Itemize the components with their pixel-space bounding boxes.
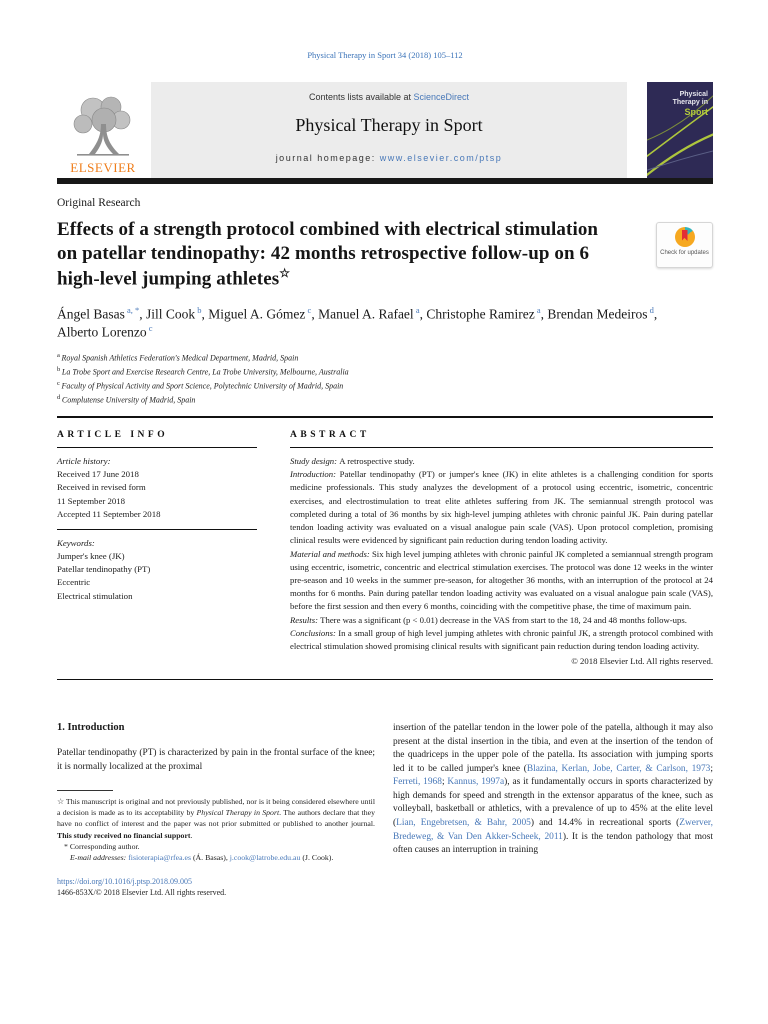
journal-cover-thumbnail[interactable] <box>647 82 713 178</box>
keyword-line: Eccentric <box>57 577 91 588</box>
cover-title-line1: Physical <box>679 91 708 98</box>
text-segment: . <box>190 830 193 840</box>
abstract-paragraph: Introduction: Patellar tendinopathy (PT) or jumper's knee (JK) in elite athletes is a challenging condition for sports medicine professionals. This study analyzes the development of a protocol using eccentric, isometric, concentric exercises, and electrostimulation to treat elite athletes suffering from JK. The semiannual strength protocol was completed during a total of 36 months by six high-level jumping athletes with chronic painful JK. Pain during patellar tendon loading activity was evaluated on a visual analogue pain scale (VAS). Upon protocol completion, promising clinical results were evidenced by significant pain reduction during tendon loading activity. <box>290 469 713 546</box>
sciencedirect-link[interactable]: ScienceDirect <box>413 92 470 102</box>
running-head-citation[interactable]: Physical Therapy in Sport 34 (2018) 105–112 <box>307 50 463 60</box>
affiliation-line: $^d$ Complutense University of Madrid, Spain <box>57 393 196 405</box>
text-segment: ). It is the tendon pathology that most often causes an interruption in training <box>393 831 713 856</box>
journal-title: Physical Therapy in Sport <box>295 115 483 135</box>
author-name: Jill Cook <box>146 306 196 322</box>
text-segment: (J. Cook). <box>300 852 334 862</box>
author-separator: , <box>540 306 548 322</box>
history-line: 11 September 2018 <box>57 495 126 506</box>
inline-link[interactable]: Zwerver, Bredeweg, & Van Den Akker-Scheek, 2011 <box>393 817 713 842</box>
abstract-paragraph-lead: Results: <box>290 614 321 625</box>
abstract-paragraph: Study design: A retrospective study. <box>290 455 415 466</box>
journal-homepage-line <box>151 153 627 163</box>
author-name: Christophe Ramirez <box>426 306 535 322</box>
abstract-paragraphs <box>290 455 713 653</box>
abstract-rule <box>290 447 713 448</box>
author-separator: , <box>311 306 319 322</box>
introduction-paragraph-right <box>393 722 713 857</box>
check-updates-label: Check for updates <box>660 250 709 256</box>
body-left-column <box>57 722 375 862</box>
author-name: Manuel A. Rafael <box>318 306 414 322</box>
abstract-paragraph-lead: Conclusions: <box>290 627 339 638</box>
elsevier-tree-icon <box>71 94 135 162</box>
journal-banner <box>57 82 713 178</box>
check-for-updates-badge[interactable] <box>656 222 713 268</box>
affiliation-line: $^a$ Royal Spanish Athletics Federation's Medical Department, Madrid, Spain <box>57 351 299 363</box>
keywords-lines <box>57 550 257 603</box>
abstract-paragraph-lead: Study design: <box>290 455 340 466</box>
body-right-column <box>393 722 713 862</box>
article-type-label: Original Research <box>57 197 141 209</box>
title-footnote-mark[interactable]: ☆ <box>279 266 291 281</box>
issn-copyright-line: 1466-853X/© 2018 Elsevier Ltd. All rights reserved. <box>57 887 227 897</box>
keywords-block <box>57 537 257 603</box>
elsevier-wordmark: ELSEVIER <box>70 160 136 175</box>
author-separator: , <box>201 306 209 322</box>
crossmark-icon <box>675 227 695 247</box>
cover-title-line2: Therapy in <box>672 99 708 107</box>
author-list <box>57 305 697 341</box>
author-name: Ángel Basas <box>57 306 125 322</box>
article-history-label: Article history: <box>57 455 111 466</box>
contents-prefix: Contents lists available at <box>308 92 414 102</box>
homepage-prefix: journal homepage: <box>275 153 380 163</box>
inline-link[interactable]: j.cook@latrobe.edu.au <box>229 852 301 862</box>
section-rule <box>57 416 713 418</box>
text-segment: ; <box>710 763 713 774</box>
text-segment: Physical Therapy in Sport <box>196 808 280 818</box>
affiliation-list <box>57 351 713 407</box>
abstract-paragraph: Conclusions: In a small group of high level jumping athletes with chronic painful JK, a strength protocol combined with electrical stimulation showed promising clinical results with significant pain reduction during tendon loading activity. <box>290 627 714 652</box>
doi-link[interactable]: https://doi.org/10.1016/j.ptsp.2018.09.005 <box>57 876 192 886</box>
affiliation-line: $^c$ Faculty of Physical Activity and Sport Science, Polytechnic University of Madrid, Spain <box>57 379 344 391</box>
text-segment: insertion of the patellar tendon in the lower pole of the patella, although it may also present at the distal insertion in the tibia, and even at the insertion of the tendon of the quadriceps in the upper pole of the patella. Its association with jumping sports led it to be called jumper's knee ( <box>393 723 713 774</box>
page-footer <box>57 877 713 897</box>
text-segment: E-mail addresses: <box>70 852 129 862</box>
author-name: Miguel A. Gómez <box>208 306 306 322</box>
text-segment: ; <box>441 777 448 788</box>
elsevier-logo[interactable] <box>57 82 149 178</box>
abstract-paragraph: Results: There was a significant (p < 0.01) decrease in the VAS from start to the 18, 24 and 48 months follow-ups. <box>290 614 687 625</box>
inline-link[interactable]: Ferreti, 1968 <box>393 777 442 788</box>
inline-link[interactable]: Blazina, Kerlan, Jobe, Carter, & Carlson, 1973 <box>526 763 711 774</box>
affiliation-line: $^b$ La Trobe Sport and Exercise Research Centre, La Trobe University, Melbourne, Australia <box>57 365 349 377</box>
abstract-heading: ABSTRACT <box>290 429 370 440</box>
author-affiliation-sup[interactable]: d <box>647 304 654 315</box>
abstract-paragraph-lead: Material and methods: <box>290 548 372 559</box>
text-segment: . The authors declare that they have no conflict of interest and the paper was not prior submitted or published to another journal. <box>57 808 375 829</box>
cover-title-line3: Sport <box>684 107 708 118</box>
author-affiliation-sup[interactable]: c <box>146 322 153 333</box>
author-affiliation-sup[interactable]: a, * <box>124 304 140 315</box>
article-history-block <box>57 455 257 521</box>
corresponding-author-note: * Corresponding author. <box>64 841 140 851</box>
cover-title <box>673 91 708 117</box>
author-separator: , <box>139 306 147 322</box>
abstract-paragraph-lead: Introduction: <box>290 469 340 480</box>
author-affiliation-sup[interactable]: c <box>305 304 312 315</box>
abstract-column <box>290 430 713 666</box>
bookmark-icon <box>682 230 688 241</box>
article-info-heading: ARTICLE INFO <box>57 429 169 440</box>
footnote-separator <box>57 790 113 791</box>
journal-header-box <box>151 82 627 178</box>
keyword-line: Patellar tendinopathy (PT) <box>57 564 151 575</box>
author-name: Alberto Lorenzo <box>57 324 147 340</box>
author-separator: , <box>419 306 427 322</box>
history-line: Received in revised form <box>57 482 146 493</box>
abstract-copyright: © 2018 Elsevier Ltd. All rights reserved. <box>571 656 713 667</box>
article-info-column <box>57 430 257 666</box>
keywords-label: Keywords: <box>57 537 95 548</box>
author-affiliation-sup[interactable]: b <box>195 304 202 315</box>
manuscript-footnote <box>57 796 375 840</box>
author-separator: , <box>653 306 658 322</box>
article-info-mid-rule <box>57 529 257 530</box>
abstract-bottom-rule <box>57 679 713 680</box>
keyword-line: Jumper's knee (JK) <box>57 551 125 562</box>
inline-link[interactable]: fisioterapia@rfea.es <box>128 852 191 862</box>
abstract-paragraph: Material and methods: Six high level jumping athletes with chronic painful JK completed a semiannual strength program using eccentric, isometric, concentric and electrical stimulation exercises. The protocol was done 12 weeks in the winter pre-season and 10 weeks in the summer pre-season, for altogether 36 months, with an interruption of the protocol at 24 months for 6 months. Pain during patellar tendon loading activity was evaluated on a visual analogue pain scale (VAS), before the first session and then every 6 months, coinciding with the competitive phase, the time of maximum pain. <box>290 548 713 612</box>
article-history-lines <box>57 468 257 521</box>
text-segment: This study received no financial support <box>57 830 191 840</box>
text-segment: ) and 14.4% in recreational sports ( <box>530 817 680 828</box>
introduction-heading: 1. Introduction <box>57 722 125 734</box>
header-divider-bar <box>57 178 713 184</box>
email-addresses-line <box>57 852 375 863</box>
author-name: Brendan Medeiros <box>547 306 648 322</box>
text-segment: (Á. Basas), <box>191 852 230 862</box>
introduction-paragraph-left: Patellar tendinopathy (PT) is characterized by pain in the frontal surface of the knee; it is normally localized at the proximal <box>57 748 375 772</box>
history-line: Accepted 11 September 2018 <box>57 508 161 519</box>
author-affiliation-sup[interactable]: a <box>534 304 541 315</box>
text-segment: ☆ This manuscript is original and not previously published, nor is it being considered elsewhere until a decision is made as to its acceptability by <box>57 797 375 818</box>
article-title: Effects of a strength protocol combined with electrical stimulation on patellar tendinopathy: 42 months retrospective follow-up on 6 high-level jumping athletes☆ <box>57 219 599 290</box>
homepage-link[interactable]: www.elsevier.com/ptsp <box>379 153 503 163</box>
author-affiliation-sup[interactable]: a <box>413 304 420 315</box>
keyword-line: Electrical stimulation <box>57 590 133 601</box>
inline-link[interactable]: Lian, Engebretsen, & Bahr, 2005 <box>396 817 531 828</box>
inline-link[interactable]: Kannus, 1997a <box>447 777 505 788</box>
footnote-block <box>57 790 375 862</box>
article-info-rule <box>57 447 257 448</box>
text-segment: ), as it fundamentally occurs in sports characterized by high demands for speed and strength in the extensor apparatus of the knee, such as volleyball, basketball or athletics, with a prevalence of up to 45% at the elite level ( <box>393 777 714 828</box>
history-line: Received 17 June 2018 <box>57 469 139 480</box>
contents-list-line <box>151 92 627 102</box>
